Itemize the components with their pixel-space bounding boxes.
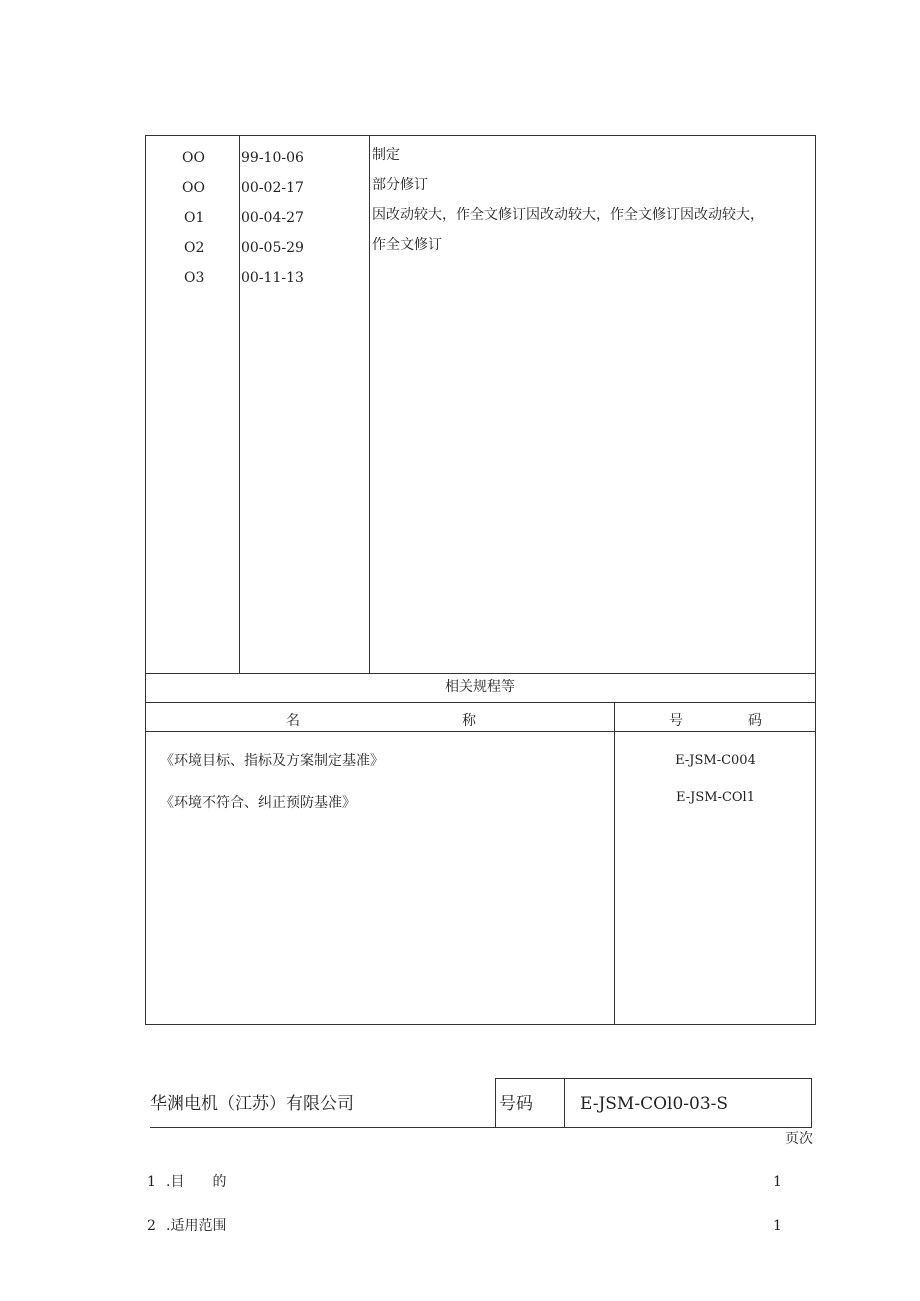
related-header-code-2: 码 bbox=[748, 713, 762, 729]
related-table bbox=[145, 673, 816, 1025]
related-header-divider bbox=[145, 731, 816, 732]
related-header-code-1: 号 bbox=[669, 713, 683, 729]
revision-date: 00-05-29 bbox=[241, 240, 304, 256]
page-column-label: 页次 bbox=[785, 1131, 813, 1147]
toc-item-page: 1 bbox=[773, 1174, 782, 1190]
related-item-name: 《环境不符合、纠正预防基准》 bbox=[160, 795, 356, 811]
related-item-code: E-JSM-C004 bbox=[675, 753, 756, 768]
related-header-name-1: 名 bbox=[286, 713, 300, 729]
revision-content: 因改动较大，作全文修订因改动较大，作全文修订因改动较大， bbox=[372, 207, 764, 223]
company-name: 华渊电机（江苏）有限公司 bbox=[150, 1094, 354, 1114]
header-underline bbox=[150, 1127, 496, 1128]
revision-version: O1 bbox=[184, 210, 205, 226]
revision-version: OO bbox=[182, 150, 205, 166]
revision-content: 部分修订 bbox=[372, 177, 428, 193]
revision-date: 00-02-17 bbox=[241, 180, 304, 196]
revision-date: 00-11-13 bbox=[241, 270, 304, 286]
revision-date: 00-04-27 bbox=[241, 210, 304, 226]
toc-item-page: 1 bbox=[773, 1218, 782, 1234]
doc-code-value: E-JSM-COl0-03-S bbox=[580, 1094, 729, 1114]
toc-item-number: 2 bbox=[147, 1218, 156, 1234]
revision-divider-2 bbox=[369, 135, 370, 673]
revision-content: 作全文修订 bbox=[372, 237, 442, 253]
revision-content: 制定 bbox=[372, 147, 400, 163]
toc-item-title: .适用范围 bbox=[166, 1218, 227, 1234]
revision-version: OO bbox=[182, 180, 205, 196]
toc-item-number: 1 bbox=[147, 1174, 156, 1190]
revision-version: O2 bbox=[184, 240, 205, 256]
toc-item-title: .目 的 bbox=[166, 1174, 227, 1190]
related-column-divider bbox=[614, 702, 615, 1025]
related-item-name: 《环境目标、指标及方案制定基准》 bbox=[160, 753, 384, 769]
revision-divider-1 bbox=[239, 135, 240, 673]
related-item-code: E-JSM-COl1 bbox=[676, 790, 755, 805]
revision-version: O3 bbox=[184, 270, 205, 286]
related-header-name-2: 称 bbox=[462, 713, 476, 729]
related-title-divider bbox=[145, 702, 816, 703]
revision-date: 99-10-06 bbox=[241, 150, 304, 166]
doc-code-label: 号码 bbox=[499, 1094, 533, 1114]
related-title: 相关规程等 bbox=[445, 679, 515, 695]
doc-code-divider bbox=[564, 1078, 565, 1128]
